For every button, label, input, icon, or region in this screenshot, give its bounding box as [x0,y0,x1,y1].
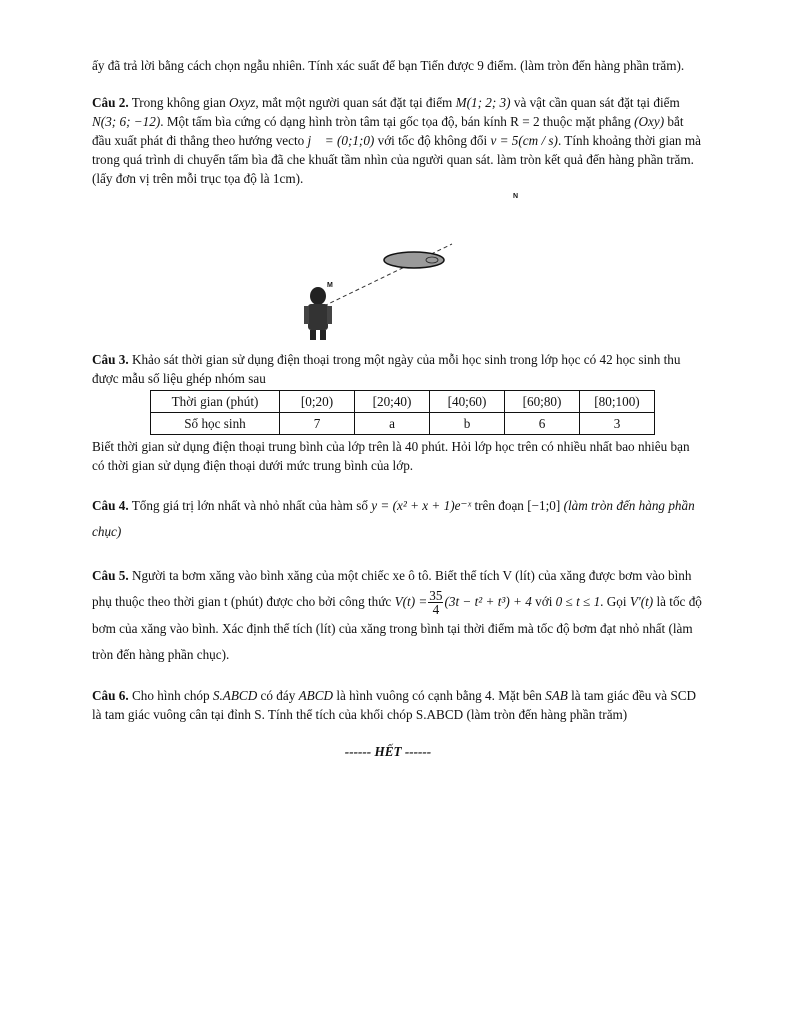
q2-part: , mắt một người quan sát đặt tại điểm [255,95,456,110]
q2-part: Trong không gian [131,95,230,110]
table-cell: [80;100) [580,391,655,413]
question-2 [92,93,704,188]
question-2-label: Câu 2. [92,95,129,110]
q6-part: có đáy [257,688,299,704]
q2-speed: v = 5(cm / s) [490,133,558,148]
question-2-text [92,93,704,188]
q3-text: Khảo sát thời gian sử dụng điện thoại trong một ngày của mỗi học sinh trong lớp học có 42 học sinh thu được mẫu số liệu ghép nhóm sau [92,352,681,386]
q6-face: SAB [545,688,568,704]
q6-part: là hình vuông có cạnh bằng 4. Mặt bên [333,688,546,704]
table-cell: 3 [580,413,655,435]
q5-fraction-numerator: 35 [429,588,443,604]
table-row [151,391,655,413]
document-page [92,56,704,761]
question-6-label: Câu 6. [92,688,129,704]
q5-part: là tốc độ bơm của xăng vào bình. Xác định thể tích (lít) của xăng trong bình tại thời điểm mà tốc độ bơm đạt nhỏ nhất (làm tròn đến hàng phần chục). [92,594,702,663]
q5-formula-lhs: V(t) = [394,594,428,609]
table-cell: [0;20) [280,391,355,413]
frequency-table [150,390,655,435]
q5-fraction [428,589,443,616]
observer-person-icon [304,287,332,340]
q2-vector: j⃗ = (0;1;0) [307,133,375,148]
q6-part: là tam giác đều và SCD là tam giác vuông cân tại đỉnh S. Tính thể tích của khối chóp S.ABCD (làm tròn đến hàng phần trăm) [92,688,697,723]
table-cell: [20;40) [355,391,430,413]
question-4 [92,493,704,545]
question-3-text [92,350,704,388]
question-3 [92,350,704,475]
q5-fraction-denominator: 4 [432,602,440,618]
q2-part: . Tính khoảng thời gian mà trong quá trình di chuyển tấm bìa đã che khuất tầm nhìn của người quan sát. làm tròn kết quả đến hàng phần trăm. (lấy đơn vị trên mỗi trục tọa độ là 1cm). [92,133,701,186]
q4-note: (làm tròn đến hàng phần chục) [92,498,695,539]
q4-part: trên đoạn [471,498,528,513]
table-header-count: Số học sinh [151,413,280,435]
observer-figure [92,192,704,342]
end-marker: ------ HẾT ------ [344,744,432,760]
q2-part: . Một tấm bìa cứng có dạng hình tròn tâm tại gốc tọa độ, bán kính R = 2 thuộc mặt phẳng [160,114,635,129]
q2-plane: (Oxy) [634,114,665,129]
q4-function: y = (x² + x + 1)e⁻ˣ [371,498,472,513]
q2-point-m: M(1; 2; 3) [455,95,511,110]
q2-part: với tốc độ không đổi [374,133,491,148]
disc-shape [384,252,444,268]
q2-point-n: N(3; 6; −12) [92,114,161,129]
q2-part: và vật cần quan sát đặt tại điểm [510,95,680,110]
question-3-label: Câu 3. [92,352,129,367]
q5-formula-rhs: (3t − t² + t³) + 4 [444,594,532,609]
q5-domain: 0 ≤ t ≤ 1 [555,594,601,609]
observer-figure-svg [92,192,704,342]
question-6-text [92,686,704,724]
table-cell: [40;60) [430,391,505,413]
table-cell: [60;80) [505,391,580,413]
table-cell: a [355,413,430,435]
table-cell: 7 [280,413,355,435]
table-cell: b [430,413,505,435]
q4-part: Tổng giá trị lớn nhất và nhỏ nhất của hàm số [131,498,372,513]
q5-derivative: V'(t) [629,594,654,609]
label-n: N [513,193,519,200]
q2-part: bắt đầu xuất phát đi thẳng theo hướng vecto [92,114,684,148]
question-3-after: Biết thời gian sử dụng điện thoại trung bình của lớp trên là 40 phút. Hỏi lớp học trên có nhiều nhất bao nhiêu bạn có thời gian sử dụng điện thoại dưới mức trung bình của lớp. [92,439,690,473]
q6-part: Cho hình chóp [131,688,213,704]
question-5-label: Câu 5. [92,568,129,583]
question-4-text [92,493,704,545]
q6-base: ABCD [298,688,334,704]
question-6 [92,686,704,724]
q5-part: Người ta bơm xăng vào bình xăng của một chiếc xe ô tô. Biết thể tích V (lít) của xăng được bơm vào bình phụ thuộc theo thời gian t (phút) được cho bởi công thức [92,568,692,609]
table-cell: 6 [505,413,580,435]
table-header-time: Thời gian (phút) [151,391,280,413]
q5-part: với [531,594,556,609]
question-5 [92,563,704,668]
q6-pyramid: S.ABCD [212,688,258,704]
q2-oxyz: Oxyz [229,95,256,110]
q5-part: . Gọi [600,594,630,609]
question-4-label: Câu 4. [92,498,129,513]
question-5-text [92,563,704,668]
intro-text: ấy đã trả lời bằng cách chọn ngẫu nhiên. Tính xác suất để bạn Tiến được 9 điểm. (làm tròn đến hàng phần trăm). [92,58,685,73]
table-row [151,413,655,435]
intro-paragraph [92,56,704,75]
q4-interval: [−1;0] [527,498,561,513]
label-m: M [327,282,333,289]
